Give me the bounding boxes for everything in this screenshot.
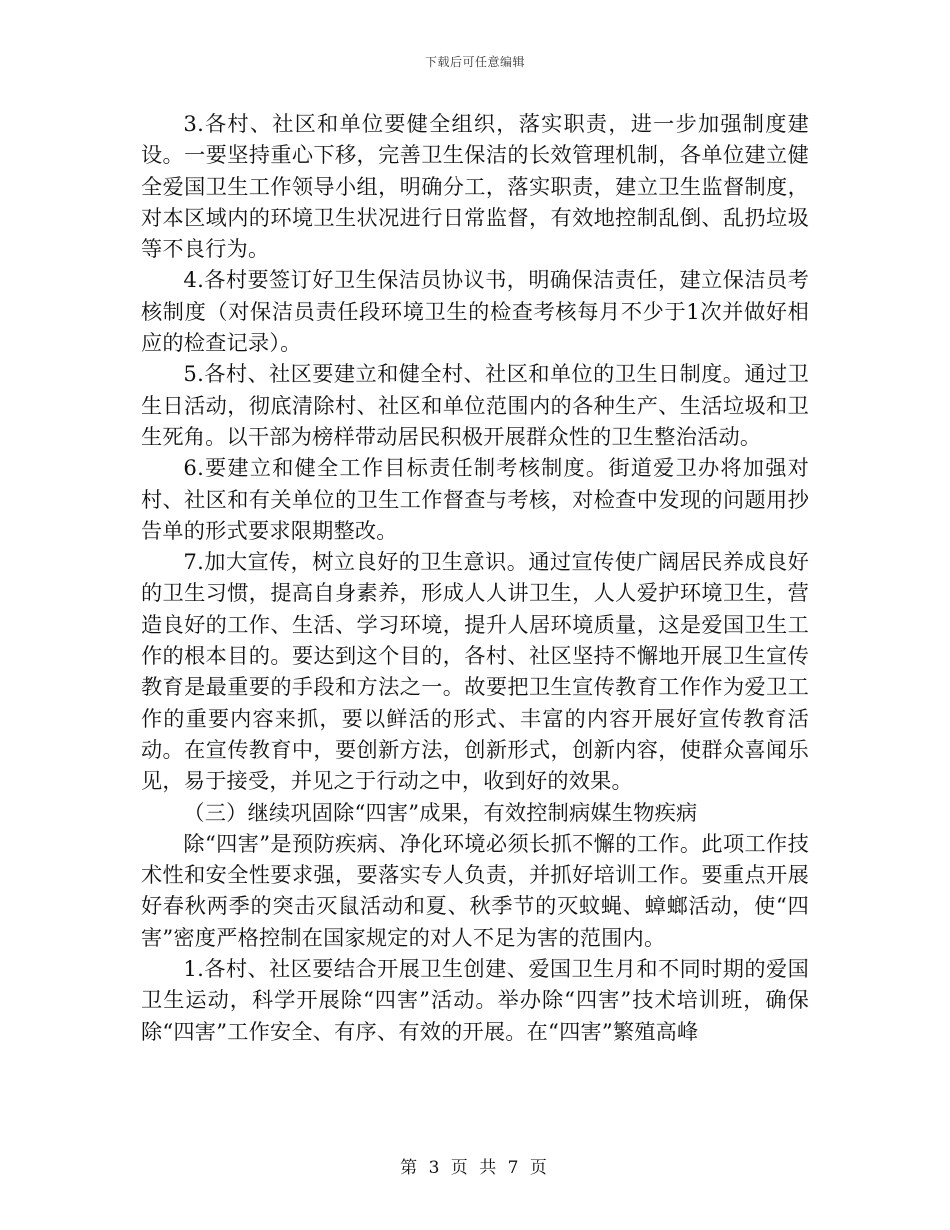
document-body bbox=[141, 108, 809, 1047]
page-header: 下载后可任意编辑 bbox=[424, 55, 525, 69]
paragraph-item-1: 1.各村、社区要结合开展卫生创建、爱国卫生月和不同时期的爱国卫生运动，科学开展除“四害”活动。举办除“四害”技术培训班，确保除“四害”工作安全、有序、有效的开展。在“四害”繁殖高峰 bbox=[141, 956, 809, 1044]
paragraph-item-5: 5.各村、社区要建立和健全村、社区和单位的卫生日制度。通过卫生日活动，彻底清除村、社区和单位范围内的各种生产、生活垃圾和卫生死角。以干部为榜样带动居民积极开展群众性的卫生整治活动。 bbox=[141, 361, 809, 449]
paragraph-item-7: 7.加大宣传，树立良好的卫生意识。通过宣传使广阔居民养成良好的卫生习惯，提高自身素养，形成人人讲卫生，人人爱护环境卫生，营造良好的工作、生活、学习环境，提升人居环境质量，这是爱国卫生工作的根本目的。要达到这个目的，各村、社区坚持不懈地开展卫生宣传教育是最重要的手段和方法之一。故要把卫生宣传教育工作作为爱卫工作的重要内容来抓，要以鲜活的形式、丰富的内容开展好宣传教育活动。在宣传教育中，要创新方法，创新形式，创新内容，使群众喜闻乐见，易于接受，并见之于行动之中，收到好的效果。 bbox=[141, 549, 809, 794]
section-heading: （三）继续巩固除“四害”成果，有效控制病媒生物疾病 bbox=[183, 799, 698, 825]
page-number: 第 3 页 共 7 页 bbox=[400, 1158, 550, 1178]
paragraph-item-4: 4.各村要签订好卫生保洁员协议书，明确保洁责任，建立保洁员考核制度（对保洁员责任段环境卫生的检查考核每月不少于1次并做好相应的检查记录）。 bbox=[141, 267, 809, 356]
section-intro-paragraph: 除“四害”是预防疾病、净化环境必须长抓不懈的工作。此项工作技术性和安全性要求强，要落实专人负责，并抓好培训工作。要重点开展好春秋两季的突击灭鼠活动和夏、秋季节的灭蚊蝇、蟑螂活动，使“四害”密度严格控制在国家规定的对人不足为害的范围内。 bbox=[141, 830, 809, 950]
paragraph-item-3: 3.各村、社区和单位要健全组织，落实职责，进一步加强制度建设。一要坚持重心下移，完善卫生保洁的长效管理机制，各单位建立健全爱国卫生工作领导小组，明确分工，落实职责，建立卫生监督制度，对本区域内的环境卫生状况进行日常监督，有效地控制乱倒、乱扔垃圾等不良行为。 bbox=[141, 111, 809, 262]
paragraph-item-6: 6.要建立和健全工作目标责任制考核制度。街道爱卫办将加强对村、社区和有关单位的卫生工作督查与考核，对检查中发现的问题用抄告单的形式要求限期整改。 bbox=[141, 455, 809, 543]
